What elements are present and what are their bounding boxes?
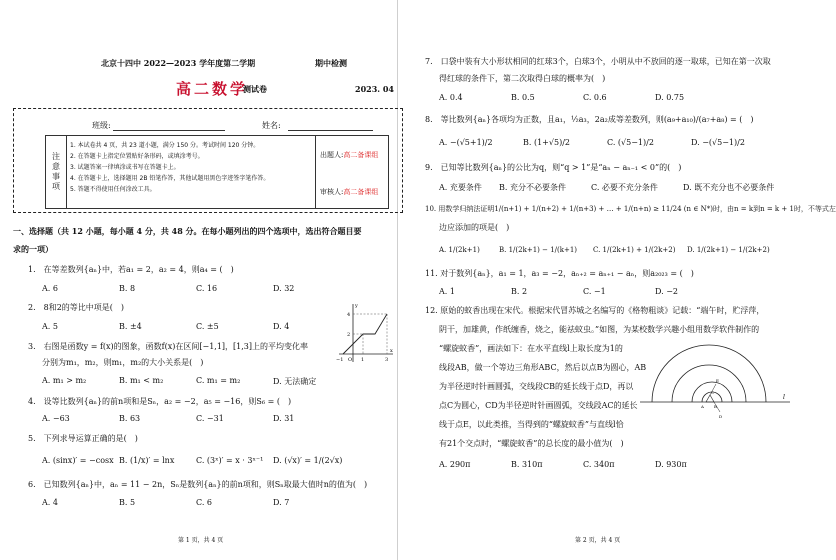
notice-item: 2. 在答题卡上指定位置贴好条形码，或填涂考号。 [70, 153, 204, 160]
option[interactable]: C. (3ˣ)′ = x · 3ˣ⁻¹ [196, 456, 264, 465]
question-12-line: “螺旋蚊香”，画法如下：在水平直线l上取长度为1的 [439, 344, 623, 353]
name-field[interactable] [288, 130, 373, 131]
option[interactable]: A. −63 [42, 414, 70, 423]
spiral-arc [652, 345, 766, 402]
option[interactable]: C. 必要不充分条件 [591, 183, 658, 192]
question-11-options [439, 287, 727, 296]
question-6: 6. 已知数列{aₙ}中，aₙ = 11 − 2n，Sₙ是数列{aₙ}的前n项和，则Sₙ取最大值时n的值为( ) [28, 480, 368, 489]
x-axis-label: x [390, 348, 393, 354]
option[interactable]: D. 无法确定 [273, 377, 317, 386]
option[interactable]: D. −2 [655, 287, 679, 296]
exam-type: 期中检测 [315, 58, 347, 68]
option[interactable]: A. 290π [439, 460, 471, 469]
section-heading: 一、选择题（共 12 小题，每小题 4 分，共 48 分。在每小题列出的四个选项中，选出符合题目要 [13, 226, 362, 236]
option[interactable]: C. 6 [196, 498, 213, 507]
option[interactable]: A. 充要条件 [439, 183, 482, 192]
notice-item: 4. 在答题卡上，选择题用 2B 铅笔作答，其他试题用黑色字迹签字笔作答。 [70, 175, 270, 182]
option[interactable]: C. 1/(2k+1) + 1/(2k+2) [593, 246, 676, 254]
x-tick: 1 [361, 357, 365, 363]
spiral-figure [640, 340, 790, 450]
point-label: B [714, 404, 717, 409]
question-10-cont: 边应添加的项是( ) [439, 223, 510, 232]
option[interactable]: D. −(√5−1)/2 [691, 138, 745, 147]
origin-label: O [348, 357, 353, 363]
page-footer: 第 2 页，共 4 页 [575, 537, 621, 544]
option[interactable]: D. 既不充分也不必要条件 [683, 183, 775, 192]
option[interactable]: D. 930π [655, 460, 687, 469]
question-12: 12. 原始的蚊香出现在宋代。根据宋代冒苏城之名编写的《格物粗谈》记载：“端午时，贮浮萍， [425, 306, 765, 315]
notice-heading: 注 意 事 项 [46, 136, 67, 208]
option[interactable]: A. (sinx)′ = −cosx [42, 456, 114, 465]
question-12-line: 阴干，加雄黄，作纸缠香，烧之，能祛蚊虫。”如图，为某校数学兴趣小组用数学软件制作的 [439, 325, 760, 334]
question-7-options [439, 93, 727, 102]
point-label: D [719, 414, 723, 419]
question-12-line: 点C为圆心，CD为半径逆时针画圆弧，交线段AC的延长 [439, 401, 638, 410]
question-12-line: 线段AB，做一个等边三角形ABC，然后以点B为圆心，AB [439, 363, 647, 372]
question-12-line: 有21个交点时，“螺旋蚊香”的总长度的最小值为( ) [439, 439, 624, 448]
option[interactable]: B. 0.5 [511, 93, 535, 102]
option[interactable]: C. 0.6 [583, 93, 607, 102]
option[interactable]: B. 5 [119, 498, 136, 507]
option[interactable]: B. 充分不必要条件 [499, 183, 566, 192]
question-4: 4. 设等比数列{aₙ}的前n项和是Sₙ，a₂ = −2，a₅ = −16，则S₆ = ( ) [28, 397, 292, 406]
question-4-options [42, 414, 350, 423]
name-label: 姓名: [262, 121, 281, 130]
author-panel [316, 136, 390, 208]
triangle-abc [706, 395, 714, 402]
reviewer-value: 高二备课组 [343, 187, 379, 196]
question-9: 9. 已知等比数列{aₙ}的公比为q，则“q > 1”是“aₙ − aₙ₋₁ < 0”的( ) [425, 163, 682, 172]
line-label: l [783, 394, 785, 401]
option[interactable]: B. 1/(2k+1) − 1/(k+1) [499, 246, 578, 254]
y-axis-label: y [355, 303, 358, 309]
option[interactable]: B. (1+√5)/2 [523, 138, 570, 147]
option[interactable]: B. 63 [119, 414, 141, 423]
question-8: 8. 等比数列{aₙ}各项均为正数，且a₁，½a₃，2a₂成等差数列，则(a₉+a₁₀)/(a₇+a₈) = ( ) [425, 115, 754, 124]
question-2: 2. 8和2的等比中项是( ) [28, 303, 125, 312]
notice-list [66, 136, 316, 208]
question-5-options [42, 456, 350, 465]
notice-item: 3. 试题答案一律填涂或书写在答题卡上。 [70, 164, 180, 171]
option[interactable]: C. m₁ = m₂ [196, 376, 241, 385]
y-tick: 4 [347, 312, 351, 318]
option[interactable]: D. 32 [273, 284, 295, 293]
notice-item: 1. 本试卷共 4 页，共 23 道小题，满分 150 分。考试时间 120 分钟。 [70, 142, 260, 149]
exam-school-title: 北京十四中 2022—2023 学年度第二学期 [101, 58, 256, 68]
question-3: 3. 右图是函数y = f(x)的图象，函数f(x)在区间[−1,1]，[1,3]上的平均变化率 [28, 342, 309, 351]
question-3-cont: 分别为m₁，m₂，则m₁，m₂的大小关系是( ) [42, 358, 204, 367]
option[interactable]: A. 1/(2k+1) [439, 246, 480, 254]
option[interactable]: B. 310π [511, 460, 543, 469]
notice-item: 5. 答题不得使用任何涂改工具。 [70, 186, 156, 193]
option[interactable]: A. −(√5+1)/2 [439, 138, 493, 147]
question-3-options [42, 376, 350, 387]
class-label: 班级: [92, 121, 111, 130]
option[interactable]: C. (√5−1)/2 [607, 138, 654, 147]
subject-title: 高二数学 [176, 80, 249, 98]
question-5: 5. 下列求导运算正确的是( ) [28, 434, 138, 443]
reviewer-label: 审核人: [320, 187, 344, 196]
option[interactable]: D. (√x)′ = 1/(2√x) [273, 456, 343, 465]
option[interactable]: D. 4 [273, 322, 290, 331]
option[interactable]: A. 0.4 [439, 93, 463, 102]
question-10-options [439, 246, 787, 254]
author-value: 高二备课组 [343, 150, 379, 159]
question-8-options [439, 138, 775, 147]
exam-date: 2023. 04 [355, 84, 394, 94]
option[interactable]: A. m₁ > m₂ [42, 376, 87, 385]
option[interactable]: C. ±5 [196, 322, 219, 331]
x-tick: −1 [336, 357, 344, 363]
question-12-line: 线于点E，以此类推，当得到的“螺旋蚊香”与直线l恰 [439, 420, 624, 429]
option[interactable]: C. −1 [583, 287, 606, 296]
function-graph [335, 300, 395, 364]
question-7-cont: 得红球的条件下，第二次取得白球的概率为( ) [439, 74, 606, 83]
question-9-options [439, 182, 793, 193]
paper-label: 测试卷 [243, 84, 267, 94]
question-12-options [439, 460, 727, 469]
point-label: A [701, 404, 704, 409]
notice-table [45, 135, 389, 209]
page-1 [0, 0, 397, 560]
option[interactable]: B. 8 [119, 284, 136, 293]
option[interactable]: B. ±4 [119, 322, 142, 331]
question-2-options [42, 322, 350, 331]
option[interactable]: D. 0.75 [655, 93, 685, 102]
option[interactable]: C. −31 [196, 414, 224, 423]
question-7: 7. 口袋中装有大小形状相同的红球3个，白球3个，小明从中不放回的逐一取球，已知在第一次取 [425, 57, 771, 66]
y-tick: 2 [347, 332, 351, 338]
section-heading-cont: 求的一项） [13, 244, 53, 254]
option[interactable]: C. 340π [583, 460, 615, 469]
option[interactable]: B. m₁ < m₂ [119, 376, 164, 385]
question-6-options [42, 498, 350, 507]
question-1-options [42, 284, 350, 293]
page-footer: 第 1 页，共 4 页 [178, 537, 224, 544]
question-11: 11. 对于数列{aₙ}，a₁ = 1，a₃ = −2，aₙ₊₂ = aₙ₊₁ − aₙ，则a₂₀₂₃ = ( ) [425, 269, 694, 278]
option[interactable]: A. 4 [42, 498, 58, 507]
option[interactable]: A. 6 [42, 284, 58, 293]
point-label: C [711, 390, 715, 395]
point-label: E [716, 378, 719, 383]
question-1: 1. 在等差数列{aₙ}中，若a₁ = 2，a₂ = 4，则a₄ = ( ) [28, 265, 234, 274]
option[interactable]: B. 2 [511, 287, 528, 296]
option[interactable]: D. 1/(2k+1) − 1/(2k+2) [687, 246, 770, 254]
option[interactable]: D. 31 [273, 414, 295, 423]
x-tick: 3 [385, 357, 389, 363]
option[interactable]: A. 1 [439, 287, 455, 296]
class-field[interactable] [113, 130, 225, 131]
author-label: 出题人: [320, 150, 344, 159]
page-2 [397, 0, 836, 560]
question-12-line: 为半径逆时针画圆弧，交线段CB的延长线于点D，再以 [439, 382, 634, 391]
option[interactable]: D. 7 [273, 498, 290, 507]
option[interactable]: A. 5 [42, 322, 58, 331]
question-10: 10. 用数学归纳法证明1/(n+1) + 1/(n+2) + 1/(n+3) + … + 1/(n+n) ≥ 11/24 (n ∈ N*)时，由n = k到n = k + 1时，不等式左 [425, 205, 836, 213]
option[interactable]: C. 16 [196, 284, 218, 293]
option[interactable]: B. (1/x)′ = lnx [119, 456, 175, 465]
